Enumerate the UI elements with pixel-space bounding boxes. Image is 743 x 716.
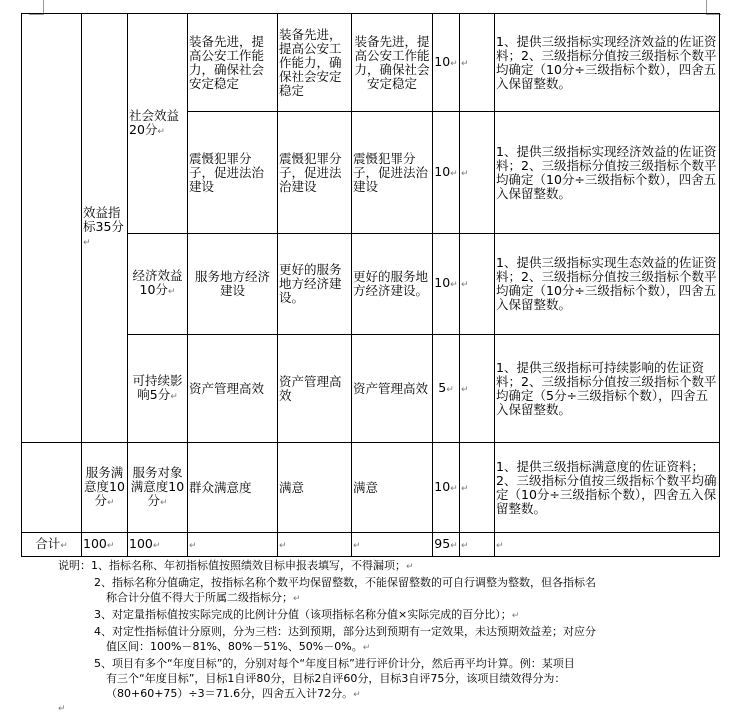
deduction-cell: ↵: [460, 234, 495, 335]
score-cell: 10↵: [433, 14, 460, 112]
total-empty-cell: ↵: [278, 533, 352, 557]
level2-social-cell: 社会效益20分↵: [128, 14, 188, 234]
note-line: 5、项目有多个“年度目标”的，分别对每个“年度目标”进行评价计分，然后再平均计算。例：某项目: [94, 657, 575, 670]
level2-sustainable-cell: 可持续影响5分↵: [128, 335, 188, 443]
note-line: 说明：1、指标名称、年初指标值按照绩效目标申报表填写，不得漏项；↵: [58, 559, 414, 572]
deduction-cell: ↵: [460, 112, 495, 234]
performance-table: [21, 13, 720, 557]
actual-value-cell: 震慑犯罪分子，促进法治建设: [352, 112, 433, 234]
note-cell: 1、提供三级指标实现经济效益的佐证资料；2、三级指标分值按三级指标个数平均确定（10分÷三级指标个数），四舍五入保留整数。: [495, 112, 720, 234]
score-cell: 5↵: [433, 335, 460, 443]
score-cell: 10↵: [433, 234, 460, 335]
score-cell: 10↵: [433, 443, 460, 533]
note-line: 4、对定性指标值计分原则，分为三档：达到预期，部分达到预期有一定效果，未达预期效益差；对应分: [94, 625, 596, 638]
note-line: 有三个“年度目标”，目标1自评80分，目标2自评60分，目标3自评75分，该项目绩效得分为：: [106, 672, 566, 685]
paragraph-end-mark: ↵: [58, 704, 66, 714]
level2-economic-cell: 经济效益10分↵: [128, 234, 188, 335]
note-line: （80+60+75）÷3＝71.6分，四舍五入计72分。↵: [106, 687, 361, 700]
note-line: 2、指标名称分值确定，按指标名称个数平均保留整数，不能保留整数的可自行调整为整数，但各指标名: [94, 576, 596, 589]
level1-benefit-cell: 效益指标35分↵: [82, 14, 128, 443]
annual-goal-cell: 装备先进，提高公安工作能力，确保社会安定稳定: [278, 14, 352, 112]
level1-service-cell: 服务满意度10分↵: [82, 443, 128, 533]
table-row: [22, 443, 720, 533]
total-empty-cell: ↵: [188, 533, 278, 557]
deduction-cell: ↵: [460, 443, 495, 533]
notes-title: 说明：: [58, 559, 91, 572]
note-cell: 1、提供三级指标实现经济效益的佐证资料；2、三级指标分值按三级指标个数平均确定（10分÷三级指标个数），四舍五入保留整数。: [495, 14, 720, 112]
deduction-cell: ↵: [460, 335, 495, 443]
notes-section: [58, 558, 698, 703]
annual-goal-cell: 满意: [278, 443, 352, 533]
note-cell: 1、提供三级指标可持续影响的佐证资料；2、三级指标分值按三级指标个数平均确定（5分÷三级指标个数），四舍五入保留整数。: [495, 335, 720, 443]
total-empty-cell: ↵: [495, 533, 720, 557]
level1-blank-cell: [22, 443, 82, 533]
annual-goal-cell: 更好的服务地方经济建设。: [278, 234, 352, 335]
total-row: [22, 533, 720, 557]
indicator-name-cell: 服务地方经济建设: [188, 234, 278, 335]
indicator-name-cell: 资产管理高效: [188, 335, 278, 443]
deduction-cell: ↵: [460, 14, 495, 112]
annual-goal-cell: 震慑犯罪分子，促进法治建设: [278, 112, 352, 234]
total-score-cell: 95↵: [433, 533, 460, 557]
level2-satisfaction-cell: 服务对象满意度10分↵: [128, 443, 188, 533]
note-cell: 1、提供三级指标实现生态效益的佐证资料；2、三级指标分值按三级指标个数平均确定（10分÷三级指标个数），四舍五入保留整数。: [495, 234, 720, 335]
total-level1-cell: 100↵: [82, 533, 128, 557]
actual-value-cell: 装备先进，提高公安工作能力，确保社会安定稳定: [352, 14, 433, 112]
total-label-cell: 合计↵: [22, 533, 82, 557]
table-row: [22, 14, 720, 112]
total-empty-cell: ↵: [352, 533, 433, 557]
actual-value-cell: 更好的服务地方经济建设。: [352, 234, 433, 335]
indicator-name-cell: 群众满意度: [188, 443, 278, 533]
note-cell: 1、提供三级指标满意度的佐证资料；2、三级指标分值按三级指标个数平均确定（10分÷三级指标个数），四舍五入保留整数。: [495, 443, 720, 533]
total-empty-cell: ↵: [460, 533, 495, 557]
actual-value-cell: 满意: [352, 443, 433, 533]
note-line: 3、对定量指标值按实际完成的比例计分值（该项指标名称分值×实际完成的百分比）；↵: [94, 608, 520, 621]
note-line: 值区间：100%－81%、80%－51%、50%－0%。↵: [106, 640, 371, 653]
annual-goal-cell: 资产管理高效: [278, 335, 352, 443]
actual-value-cell: 资产管理高效: [352, 335, 433, 443]
note-line: 称合计分值不得大于所属二级指标分；↵: [106, 591, 301, 604]
level1-blank-cell: [22, 14, 82, 443]
total-level2-cell: 100↵: [128, 533, 188, 557]
indicator-name-cell: 震慑犯罪分子，促进法治建设: [188, 112, 278, 234]
indicator-name-cell: 装备先进，提高公安工作能力，确保社会安定稳定: [188, 14, 278, 112]
score-cell: 10↵: [433, 112, 460, 234]
